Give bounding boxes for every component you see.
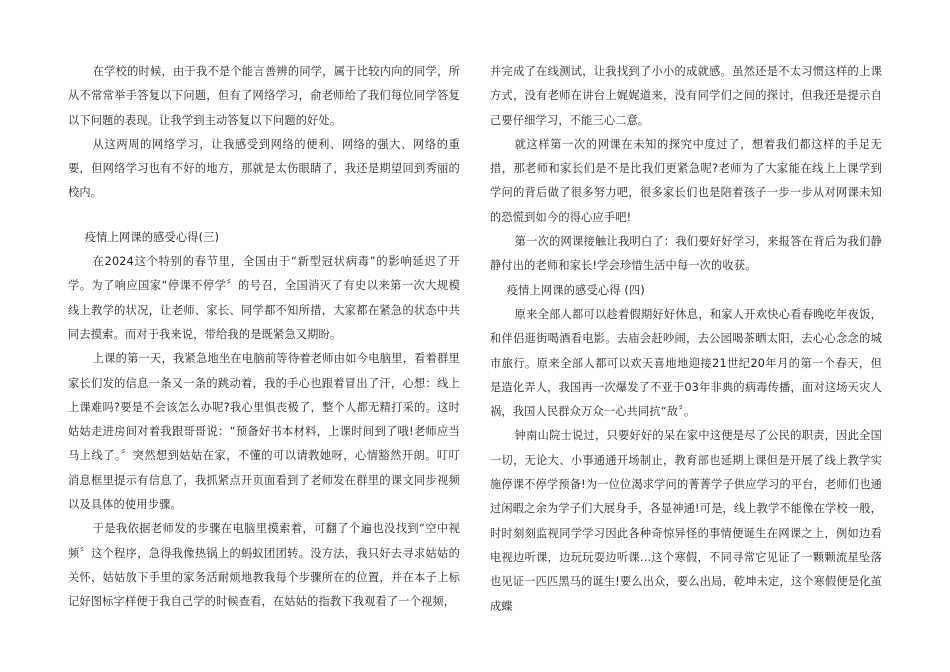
paragraph: 在学校的时候，由于我不是个能言善辨的同学，属于比较内向的同学，所从不常常举手答复以下问题，但有了网络学习，俞老师给了我们每位同学答复以下问题的表现。让我学到主动答复以下问题的好处。: [68, 65, 460, 127]
paragraph: 上课的第一天，我紧急地坐在电脑前等待着老师由如今电脑里，看着群里家长们发的信息一条又一条的跳动着，我的手心也跟着冒出了汗，心想：线上上课难吗?要是不会该怎么办呢?我心里惧丧极了，整个人都无精打采的。这时姑姑走进房间对着我跟哥哥说：“预备好书本材料，上课时间到了哦!老师应当马上线了。〞突然想到姑姑在家，不懂的可以请教她呀，心情豁然开朗。叮叮消息框里提示有信息了，我抓紧点开页面看到了老师发在群里的课文同步视频以及具体的使用步骤。: [68, 352, 460, 512]
left-column: [68, 60, 460, 615]
paragraph: 原来全部人都可以趁着假期好好休息，和家人开欢快心看春晚吃年夜饭，和伴侣逛街喝酒看电影。去庙会赶吵闹，去公园喝茶晒太阳，去心心念念的城市旅行。原来全部人都可以欢天喜地地迎接21世纪20年月的第一个春天，但是造化弄人，我国再一次爆发了不亚于03年非典的病毒传播，面对这场天灾人祸，我国人民群众万众一心共同抗“敌〞。: [490, 307, 882, 419]
paragraph: 于是我依据老师发的步骤在电脑里摸索着，可翻了个遍也没找到“空中视频〞这个程序，急得我像热锅上的蚂蚁团团转。没方法，我只好去寻求姑姑的关怀，姑姑放下手里的家务活耐烦地教我每个步骤所在的位置，并在本子上标记好图标字样便于我自己学的时候查看，在姑姑的指教下我观看了一个视频，: [68, 522, 460, 609]
paragraph: 钟南山院士说过，只要好好的呆在家中这便是尽了公民的职责，因此全国一切，无论大、小事通通开场制止，教育部也延期上课但是开展了线上教学实施停课不停学预备!为一位位渴求学问的菁菁学子供应学习的平台，老师们也通过闲暇之余为学子们大展身手，各显神通!可是，线上教学不能像在学校一般，时时刻刻监视同学学习因此各种奇惊异怪的事情便诞生在网课之上，例如边看电视边听课，边玩玩耍边听课...这个寒假，不同寻常它见证了一颗颗流星坠落也见证一匹匹黑马的诞生!要么出众，要么出局，乾坤未定，这个寒假便是化茧成蝶: [490, 429, 882, 613]
right-column: [490, 60, 882, 619]
section-heading: 疫情上网课的感受心得(三): [84, 230, 220, 244]
paragraph: 第一次的网课接触让我明白了：我们要好好学习，来报答在背后为我们静静付出的老师和家长!学会珍惜生活中每一次的收获。: [490, 235, 882, 273]
paragraph: 在2024这个特别的春节里，全国由于“新型冠状病毒”的影响延迟了开学。为了响应国家“停课不停学〞的号召，全国消灭了有史以来第一次大规模线上教学的状况，让老师、家长、同学都不知所措，大家都在紧急的状态中共同去摸索。而对于我来说，带给我的是既紧急又期盼。: [68, 255, 460, 341]
paragraph: 从这两周的网络学习，让我感受到网络的便利、网络的强大、网络的重要，但网络学习也有不好的地方，那就是太伤眼睛了，我还是期望回到秀丽的校内。: [68, 137, 460, 200]
section-heading: 疫情上网课的感受心得 (四): [506, 283, 645, 297]
spacer: [68, 206, 460, 226]
paragraph-continued: 并完成了在线测试，让我找到了小小的成就感。虽然还是不太习惯这样的上课方式，没有老师在讲台上娓娓道来，没有同学们之间的探讨，但我还是提示自己要仔细学习，不能三心二意。: [490, 65, 882, 127]
paragraph: 就这样第一次的网课在未知的探究中度过了，想着我们都这样的手足无措，那老师和家长们是不是比我们更紧急呢?老师为了大家能在线上上课学到学问的背后做了很多努力吧，很多家长们也是陪着孩子一步一步从对网课未知的恐慌到如今的得心应手吧!: [490, 137, 882, 224]
